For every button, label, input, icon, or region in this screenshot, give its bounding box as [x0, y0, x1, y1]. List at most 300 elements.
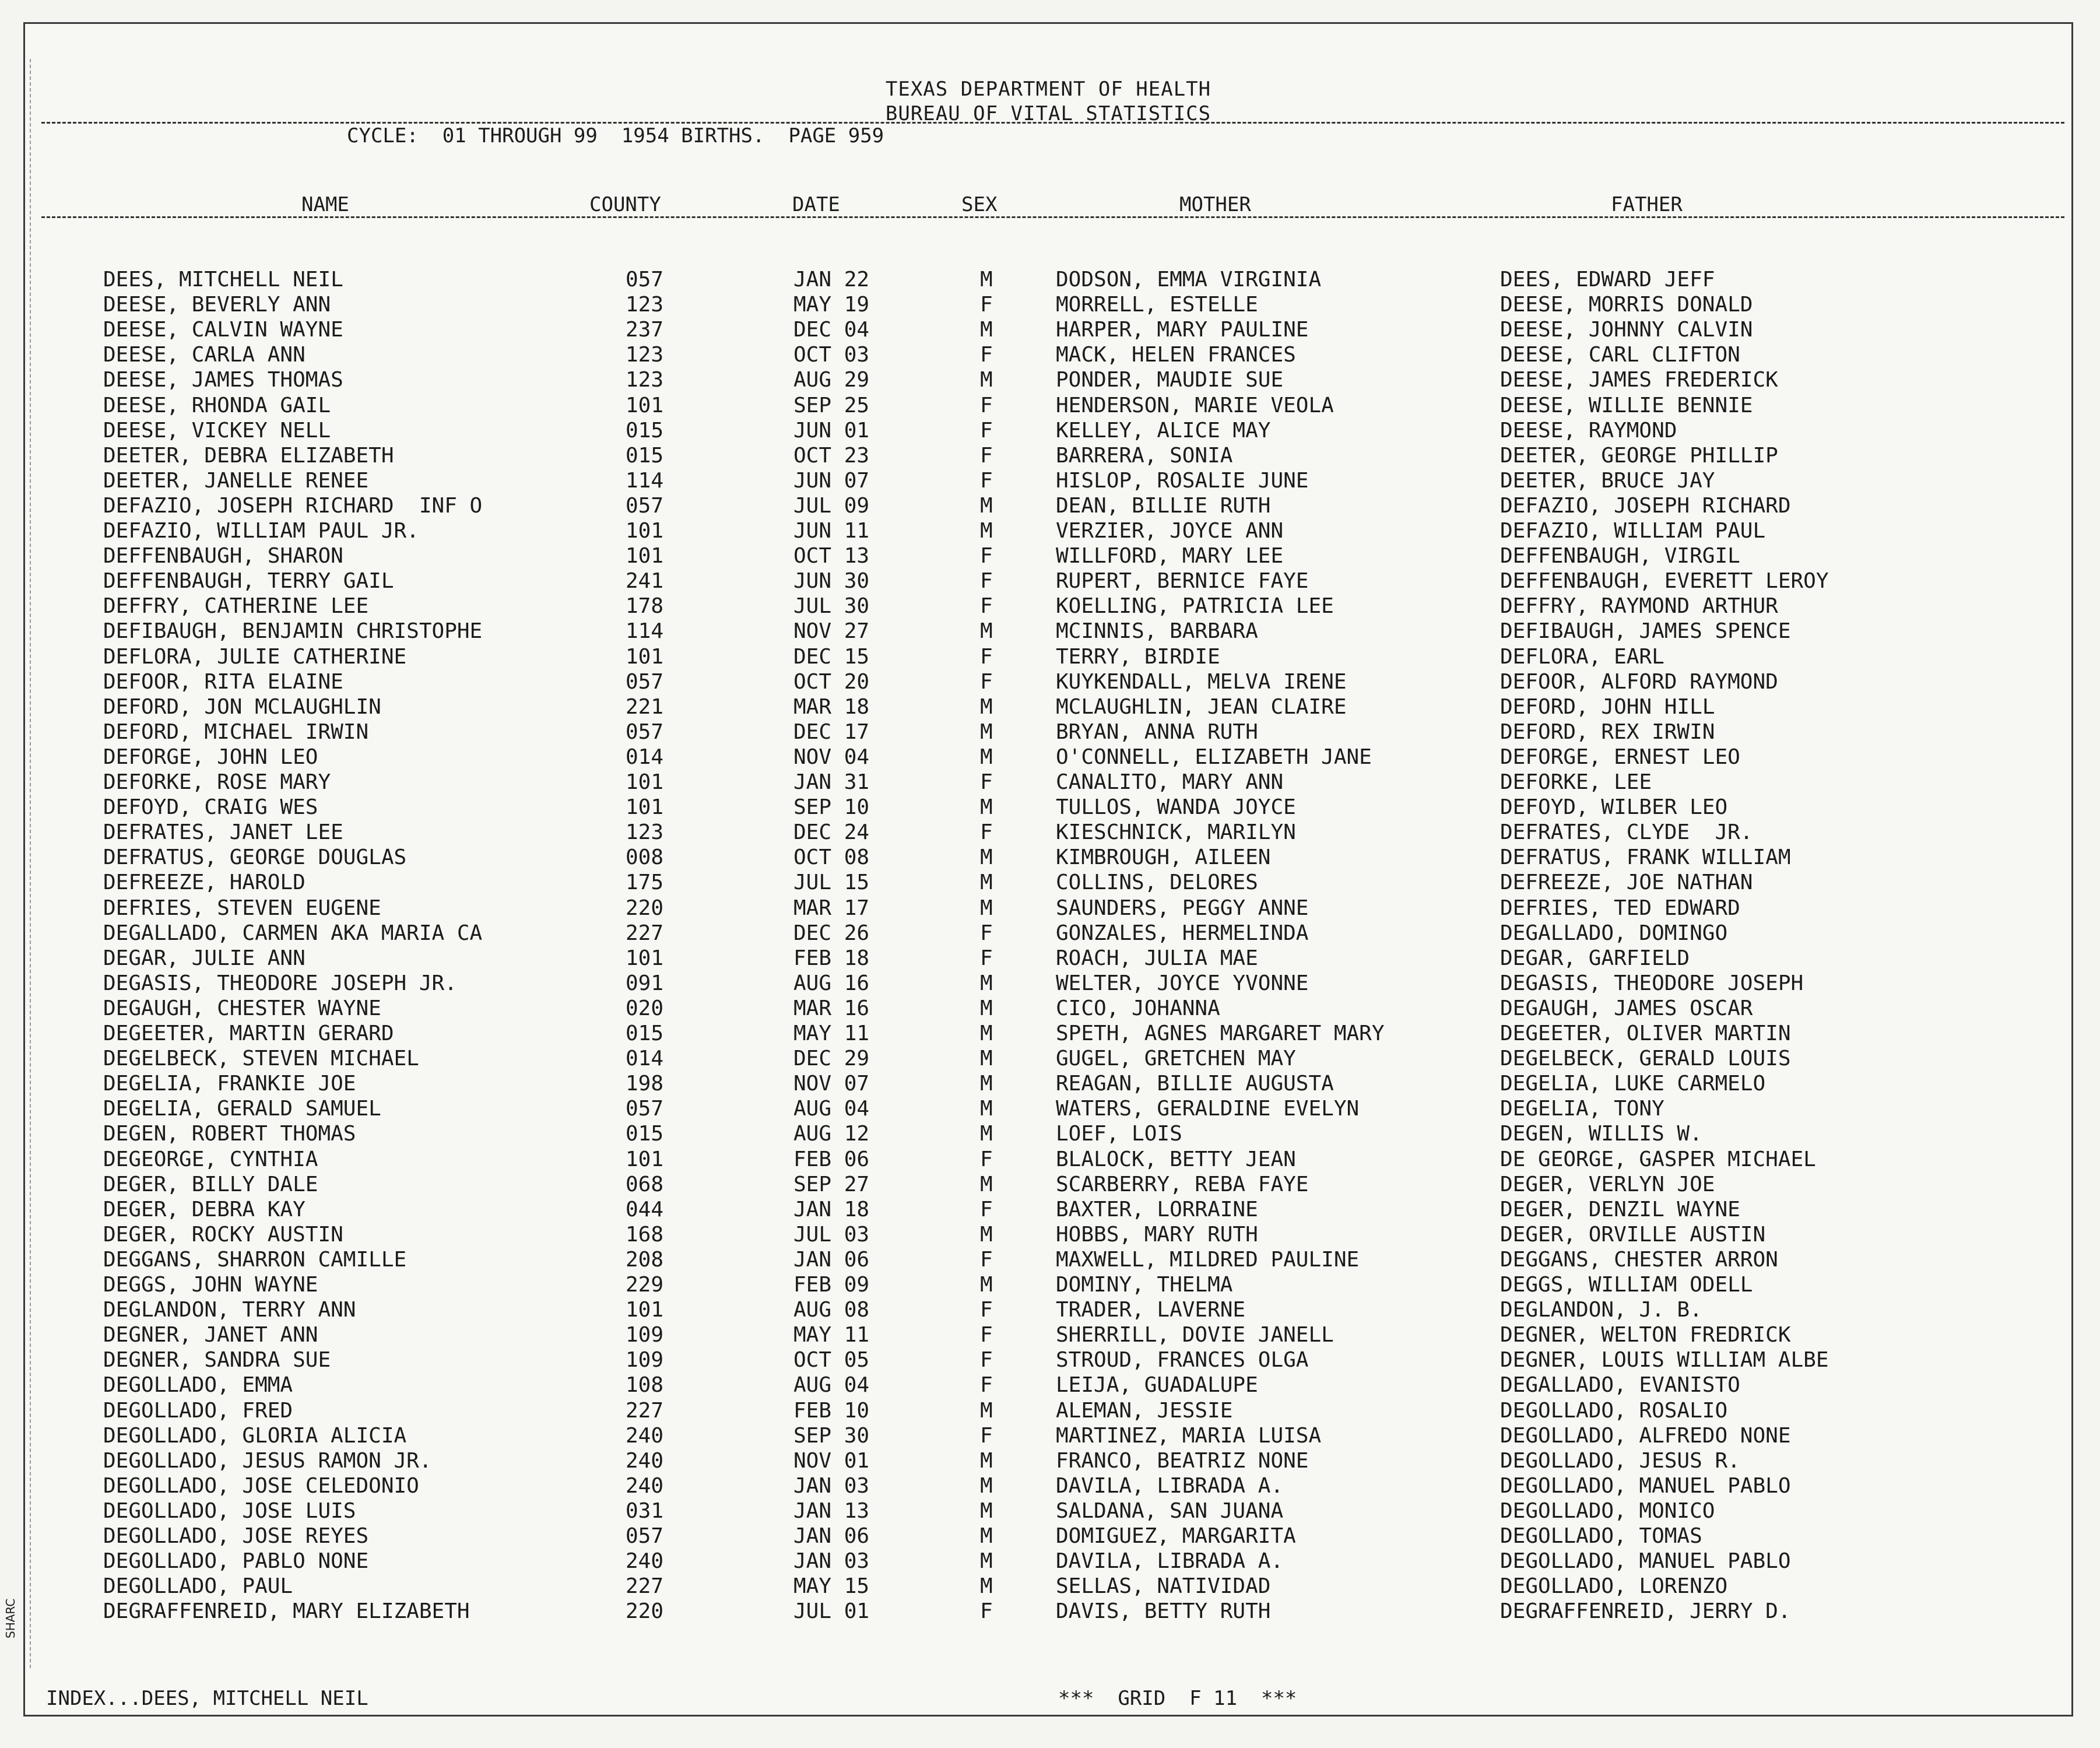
cell-date: OCT 05	[793, 1348, 870, 1373]
cell-father: DEFRIES, TED EDWARD	[1500, 896, 1740, 920]
cell-county: 240	[626, 1473, 664, 1498]
cell-sex: F	[980, 569, 993, 594]
cell-sex: M	[980, 1574, 993, 1599]
cell-sex: M	[980, 996, 993, 1020]
cell-county: 014	[626, 745, 664, 769]
cell-mother: FRANCO, BEATRIZ NONE	[1056, 1448, 1309, 1473]
cell-date: JUN 01	[793, 418, 870, 443]
cell-date: MAR 18	[793, 694, 870, 719]
column-header-name: NAME	[301, 193, 349, 216]
cell-sex: M	[980, 845, 993, 870]
cell-mother: VERZIER, JOYCE ANN	[1056, 519, 1284, 543]
cell-county: 057	[626, 268, 664, 292]
cell-date: JAN 18	[793, 1197, 870, 1222]
cell-sex: M	[980, 1122, 993, 1146]
cell-date: DEC 29	[793, 1047, 870, 1071]
cell-county: 240	[626, 1549, 664, 1574]
cell-name: DEFFENBAUGH, SHARON	[103, 544, 343, 568]
cell-name: DEFFENBAUGH, TERRY GAIL	[103, 569, 394, 594]
cell-father: DE GEORGE, GASPER MICHAEL	[1500, 1147, 1816, 1171]
column-header-sex: SEX	[961, 193, 998, 216]
cell-mother: WATERS, GERALDINE EVELYN	[1056, 1097, 1360, 1121]
cell-father: DEFAZIO, WILLIAM PAUL	[1500, 519, 1766, 543]
cell-date: JUL 01	[793, 1599, 870, 1624]
cell-mother: SELLAS, NATIVIDAD	[1056, 1574, 1271, 1599]
cell-date: JUL 30	[793, 594, 870, 619]
cell-date: JAN 22	[793, 268, 870, 292]
cell-mother: KOELLING, PATRICIA LEE	[1056, 594, 1334, 619]
cell-father: DEETER, BRUCE JAY	[1500, 468, 1715, 493]
cell-date: OCT 13	[793, 544, 870, 568]
cell-name: DEGOLLADO, JOSE CELEDONIO	[103, 1473, 419, 1498]
cell-mother: HENDERSON, MARIE VEOLA	[1056, 393, 1334, 417]
cell-father: DEFORGE, ERNEST LEO	[1500, 745, 1740, 769]
cell-mother: TERRY, BIRDIE	[1056, 644, 1220, 669]
cell-sex: F	[980, 1147, 993, 1171]
cell-county: 123	[626, 368, 664, 392]
cell-mother: WELTER, JOYCE YVONNE	[1056, 971, 1309, 995]
cell-sex: M	[980, 1047, 993, 1071]
cell-sex: F	[980, 343, 993, 367]
cell-name: DEGOLLADO, FRED	[103, 1398, 293, 1423]
cell-county: 123	[626, 820, 664, 845]
cell-county: 031	[626, 1498, 664, 1523]
cell-sex: M	[980, 871, 993, 895]
cell-father: DEFORD, REX IRWIN	[1500, 719, 1715, 744]
cell-county: 227	[626, 1574, 664, 1599]
cell-name: DEFREEZE, HAROLD	[103, 871, 305, 895]
cell-mother: KUYKENDALL, MELVA IRENE	[1056, 669, 1347, 694]
cell-name: DEFAZIO, WILLIAM PAUL JR.	[103, 519, 419, 543]
cell-father: DEFOOR, ALFORD RAYMOND	[1500, 669, 1778, 694]
cell-father: DEGOLLADO, TOMAS	[1500, 1524, 1702, 1548]
cell-date: JAN 13	[793, 1498, 870, 1523]
cell-sex: M	[980, 1448, 993, 1473]
column-header-father: FATHER	[1611, 193, 1683, 216]
cell-sex: F	[980, 1298, 993, 1322]
cell-county: 057	[626, 493, 664, 518]
cell-date: DEC 15	[793, 644, 870, 669]
cell-name: DEFORD, JON MCLAUGHLIN	[103, 694, 381, 719]
cell-name: DEGOLLADO, JESUS RAMON JR.	[103, 1448, 432, 1473]
cell-father: DEGELIA, LUKE CARMELO	[1500, 1072, 1766, 1096]
cell-mother: KELLEY, ALICE MAY	[1056, 418, 1271, 443]
cell-date: NOV 27	[793, 619, 870, 644]
cell-date: OCT 20	[793, 669, 870, 694]
cell-father: DEESE, JAMES FREDERICK	[1500, 368, 1778, 392]
cell-mother: STROUD, FRANCES OLGA	[1056, 1348, 1309, 1373]
cell-father: DEGELBECK, GERALD LOUIS	[1500, 1047, 1791, 1071]
column-header-rule	[41, 216, 2064, 218]
cell-date: MAY 11	[793, 1323, 870, 1347]
cell-name: DEESE, BEVERLY ANN	[103, 293, 331, 317]
cell-father: DEESE, CARL CLIFTON	[1500, 343, 1740, 367]
cell-sex: M	[980, 1072, 993, 1096]
cell-father: DEFFENBAUGH, VIRGIL	[1500, 544, 1740, 568]
cell-mother: KIMBROUGH, AILEEN	[1056, 845, 1271, 870]
cell-county: 240	[626, 1448, 664, 1473]
cell-mother: MCLAUGHLIN, JEAN CLAIRE	[1056, 694, 1347, 719]
cell-name: DEESE, VICKEY NELL	[103, 418, 331, 443]
cell-mother: REAGAN, BILLIE AUGUSTA	[1056, 1072, 1334, 1096]
cell-date: AUG 12	[793, 1122, 870, 1146]
cell-county: 220	[626, 896, 664, 920]
cell-mother: GONZALES, HERMELINDA	[1056, 921, 1309, 945]
cell-sex: F	[980, 1423, 993, 1448]
cell-father: DEGALLADO, EVANISTO	[1500, 1373, 1740, 1398]
cell-name: DEESE, JAMES THOMAS	[103, 368, 343, 392]
cell-date: DEC 17	[793, 719, 870, 744]
cell-county: 114	[626, 468, 664, 493]
cell-date: JUL 09	[793, 493, 870, 518]
cell-county: 168	[626, 1222, 664, 1247]
cell-date: MAY 15	[793, 1574, 870, 1599]
cell-sex: M	[980, 318, 993, 342]
cell-name: DEESE, CALVIN WAYNE	[103, 318, 343, 342]
cell-name: DEGOLLADO, JOSE REYES	[103, 1524, 369, 1548]
cell-county: 208	[626, 1247, 664, 1272]
cell-sex: F	[980, 544, 993, 568]
cell-father: DEGOLLADO, MANUEL PABLO	[1500, 1549, 1791, 1574]
cell-date: FEB 10	[793, 1398, 870, 1423]
cell-date: JAN 06	[793, 1524, 870, 1548]
cell-sex: F	[980, 1348, 993, 1373]
cell-mother: MAXWELL, MILDRED PAULINE	[1056, 1247, 1360, 1272]
cell-sex: F	[980, 1599, 993, 1624]
cell-date: NOV 01	[793, 1448, 870, 1473]
cell-county: 101	[626, 770, 664, 794]
cell-mother: DOMIGUEZ, MARGARITA	[1056, 1524, 1296, 1548]
cell-date: MAR 16	[793, 996, 870, 1020]
cell-mother: DODSON, EMMA VIRGINIA	[1056, 268, 1322, 292]
cell-sex: F	[980, 468, 993, 493]
cell-father: DEGEN, WILLIS W.	[1500, 1122, 1702, 1146]
cell-county: 015	[626, 418, 664, 443]
cell-sex: M	[980, 1524, 993, 1548]
cell-county: 101	[626, 393, 664, 417]
cell-date: NOV 07	[793, 1072, 870, 1096]
cell-county: 101	[626, 1298, 664, 1322]
cell-date: OCT 23	[793, 443, 870, 468]
cell-county: 241	[626, 569, 664, 594]
cell-father: DEFFRY, RAYMOND ARTHUR	[1500, 594, 1778, 619]
cell-name: DEESE, CARLA ANN	[103, 343, 305, 367]
cell-father: DEGGS, WILLIAM ODELL	[1500, 1273, 1753, 1297]
cell-father: DEESE, WILLIE BENNIE	[1500, 393, 1753, 417]
cell-name: DEFFRY, CATHERINE LEE	[103, 594, 369, 619]
cell-county: 123	[626, 343, 664, 367]
cell-father: DEES, EDWARD JEFF	[1500, 268, 1715, 292]
cell-name: DEFIBAUGH, BENJAMIN CHRISTOPHE	[103, 619, 483, 644]
cell-name: DEGRAFFENREID, MARY ELIZABETH	[103, 1599, 470, 1624]
cell-date: AUG 04	[793, 1373, 870, 1398]
cell-father: DEGER, DENZIL WAYNE	[1500, 1197, 1740, 1222]
cell-date: SEP 10	[793, 795, 870, 820]
cell-name: DEGOLLADO, GLORIA ALICIA	[103, 1423, 407, 1448]
cell-mother: PONDER, MAUDIE SUE	[1056, 368, 1284, 392]
cell-father: DEFORD, JOHN HILL	[1500, 694, 1715, 719]
cell-date: JAN 31	[793, 770, 870, 794]
cell-mother: HISLOP, ROSALIE JUNE	[1056, 468, 1309, 493]
cell-mother: WILLFORD, MARY LEE	[1056, 544, 1284, 568]
cell-name: DEGOLLADO, JOSE LUIS	[103, 1498, 356, 1523]
cell-sex: M	[980, 1549, 993, 1574]
cell-father: DEGOLLADO, LORENZO	[1500, 1574, 1728, 1599]
cell-mother: RUPERT, BERNICE FAYE	[1056, 569, 1309, 594]
cell-father: DEESE, JOHNNY CALVIN	[1500, 318, 1753, 342]
cell-date: NOV 04	[793, 745, 870, 769]
cell-county: 015	[626, 443, 664, 468]
cell-mother: LEIJA, GUADALUPE	[1056, 1373, 1258, 1398]
cell-mother: SHERRILL, DOVIE JANELL	[1056, 1323, 1334, 1347]
cell-county: 227	[626, 921, 664, 945]
cell-date: DEC 26	[793, 921, 870, 945]
cell-mother: BRYAN, ANNA RUTH	[1056, 719, 1258, 744]
index-sheet	[23, 22, 2073, 1717]
cell-sex: M	[980, 719, 993, 744]
cell-mother: SCARBERRY, REBA FAYE	[1056, 1172, 1309, 1196]
cell-mother: MORRELL, ESTELLE	[1056, 293, 1258, 317]
cell-name: DEFRATUS, GEORGE DOUGLAS	[103, 845, 407, 870]
cell-father: DEGLANDON, J. B.	[1500, 1298, 1702, 1322]
cell-father: DEGAUGH, JAMES OSCAR	[1500, 996, 1753, 1020]
cell-sex: M	[980, 1473, 993, 1498]
cell-date: JUN 11	[793, 519, 870, 543]
cell-mother: SALDANA, SAN JUANA	[1056, 1498, 1284, 1523]
cell-mother: BLALOCK, BETTY JEAN	[1056, 1147, 1296, 1171]
cell-mother: HARPER, MARY PAULINE	[1056, 318, 1309, 342]
cell-date: MAR 17	[793, 896, 870, 920]
cell-sex: F	[980, 1323, 993, 1347]
cell-sex: F	[980, 1373, 993, 1398]
cell-sex: M	[980, 694, 993, 719]
cell-sex: F	[980, 443, 993, 468]
cell-mother: TULLOS, WANDA JOYCE	[1056, 795, 1296, 820]
cell-county: 101	[626, 519, 664, 543]
cell-father: DEGOLLADO, MONICO	[1500, 1498, 1715, 1523]
cell-date: MAY 19	[793, 293, 870, 317]
cell-sex: M	[980, 971, 993, 995]
cell-mother: ALEMAN, JESSIE	[1056, 1398, 1233, 1423]
cell-mother: MARTINEZ, MARIA LUISA	[1056, 1423, 1322, 1448]
cell-sex: M	[980, 1398, 993, 1423]
cell-sex: F	[980, 1247, 993, 1272]
cell-county: 101	[626, 1147, 664, 1171]
cell-name: DEGEETER, MARTIN GERARD	[103, 1022, 394, 1045]
cell-county: 220	[626, 1599, 664, 1624]
cell-county: 229	[626, 1273, 664, 1297]
perforation-edge	[30, 59, 36, 1668]
cell-father: DEGRAFFENREID, JERRY D.	[1500, 1599, 1791, 1624]
cell-mother: MACK, HELEN FRANCES	[1056, 343, 1296, 367]
cell-sex: M	[980, 268, 993, 292]
cell-name: DEGOLLADO, PAUL	[103, 1574, 293, 1599]
index-footer: INDEX...DEES, MITCHELL NEIL	[46, 1687, 368, 1710]
cell-county: 008	[626, 845, 664, 870]
cell-date: AUG 29	[793, 368, 870, 392]
cell-father: DEGEETER, OLIVER MARTIN	[1500, 1022, 1791, 1045]
cell-county: 015	[626, 1022, 664, 1045]
cell-sex: F	[980, 1197, 993, 1222]
cell-county: 091	[626, 971, 664, 995]
cell-mother: BAXTER, LORRAINE	[1056, 1197, 1258, 1222]
cell-mother: CICO, JOHANNA	[1056, 996, 1220, 1020]
cell-county: 057	[626, 1524, 664, 1548]
bureau-title: BUREAU OF VITAL STATISTICS	[885, 102, 1211, 125]
cell-father: DEESE, RAYMOND	[1500, 418, 1677, 443]
cell-county: 123	[626, 293, 664, 317]
cell-mother: DAVIS, BETTY RUTH	[1056, 1599, 1271, 1624]
cell-county: 175	[626, 871, 664, 895]
cell-father: DEGER, ORVILLE AUSTIN	[1500, 1222, 1766, 1247]
cell-sex: M	[980, 745, 993, 769]
cell-sex: F	[980, 418, 993, 443]
cell-county: 101	[626, 795, 664, 820]
cell-father: DEFIBAUGH, JAMES SPENCE	[1500, 619, 1791, 644]
cell-county: 108	[626, 1373, 664, 1398]
cell-mother: DEAN, BILLIE RUTH	[1056, 493, 1271, 518]
cell-date: JUN 30	[793, 569, 870, 594]
cell-sex: M	[980, 1498, 993, 1523]
cell-county: 014	[626, 1047, 664, 1071]
cell-mother: MCINNIS, BARBARA	[1056, 619, 1258, 644]
side-mark: SHARC	[3, 1598, 17, 1638]
cell-father: DEFLORA, EARL	[1500, 644, 1664, 669]
column-header-county: COUNTY	[589, 193, 661, 216]
cycle-line: CYCLE: 01 THROUGH 99 1954 BIRTHS. PAGE 959	[347, 124, 884, 148]
cell-county: 044	[626, 1197, 664, 1222]
cell-name: DEES, MITCHELL NEIL	[103, 268, 343, 292]
cell-name: DEGASIS, THEODORE JOSEPH JR.	[103, 971, 457, 995]
cell-sex: F	[980, 644, 993, 669]
cell-sex: M	[980, 619, 993, 644]
cell-name: DEFORD, MICHAEL IRWIN	[103, 719, 369, 744]
cell-name: DEGGANS, SHARRON CAMILLE	[103, 1247, 407, 1272]
cell-name: DEGNER, JANET ANN	[103, 1323, 318, 1347]
cell-mother: SAUNDERS, PEGGY ANNE	[1056, 896, 1309, 920]
cell-name: DEFOYD, CRAIG WES	[103, 795, 318, 820]
cell-father: DEGALLADO, DOMINGO	[1500, 921, 1728, 945]
cell-county: 015	[626, 1122, 664, 1146]
header-rule	[41, 122, 2064, 124]
cell-county: 221	[626, 694, 664, 719]
cell-mother: DAVILA, LIBRADA A.	[1056, 1549, 1284, 1574]
cell-father: DEFREEZE, JOE NATHAN	[1500, 871, 1753, 895]
cell-date: AUG 16	[793, 971, 870, 995]
cell-name: DEGOLLADO, PABLO NONE	[103, 1549, 369, 1574]
column-header-date: DATE	[792, 193, 840, 216]
cell-father: DEGNER, WELTON FREDRICK	[1500, 1323, 1791, 1347]
cell-date: JUL 15	[793, 871, 870, 895]
cell-mother: KIESCHNICK, MARILYN	[1056, 820, 1296, 845]
cell-sex: F	[980, 770, 993, 794]
cell-county: 114	[626, 619, 664, 644]
cell-date: AUG 08	[793, 1298, 870, 1322]
cell-date: FEB 18	[793, 946, 870, 970]
cell-mother: LOEF, LOIS	[1056, 1122, 1182, 1146]
cell-father: DEFOYD, WILBER LEO	[1500, 795, 1728, 820]
cell-name: DEFRATES, JANET LEE	[103, 820, 343, 845]
cell-father: DEFFENBAUGH, EVERETT LEROY	[1500, 569, 1829, 594]
column-header-mother: MOTHER	[1179, 193, 1251, 216]
cell-county: 227	[626, 1398, 664, 1423]
cell-sex: M	[980, 519, 993, 543]
cell-name: DEETER, JANELLE RENEE	[103, 468, 369, 493]
cell-mother: BARRERA, SONIA	[1056, 443, 1233, 468]
cell-sex: M	[980, 795, 993, 820]
cell-father: DEGER, VERLYN JOE	[1500, 1172, 1715, 1196]
cell-name: DEFOOR, RITA ELAINE	[103, 669, 343, 694]
cell-date: FEB 09	[793, 1273, 870, 1297]
cell-name: DEGELIA, GERALD SAMUEL	[103, 1097, 381, 1121]
cell-father: DEFRATUS, FRANK WILLIAM	[1500, 845, 1791, 870]
cell-name: DEGEN, ROBERT THOMAS	[103, 1122, 356, 1146]
cell-date: JAN 06	[793, 1247, 870, 1272]
cell-sex: M	[980, 1172, 993, 1196]
cell-county: 101	[626, 946, 664, 970]
cell-date: FEB 06	[793, 1147, 870, 1171]
cell-sex: F	[980, 293, 993, 317]
cell-date: SEP 25	[793, 393, 870, 417]
cell-father: DEFORKE, LEE	[1500, 770, 1652, 794]
cell-mother: DAVILA, LIBRADA A.	[1056, 1473, 1284, 1498]
grid-footer: *** GRID F 11 ***	[1058, 1687, 1297, 1710]
cell-sex: F	[980, 820, 993, 845]
cell-father: DEGGANS, CHESTER ARRON	[1500, 1247, 1778, 1272]
cell-sex: F	[980, 393, 993, 417]
cell-name: DEGER, BILLY DALE	[103, 1172, 318, 1196]
cell-sex: M	[980, 1222, 993, 1247]
cell-name: DEGER, DEBRA KAY	[103, 1197, 305, 1222]
cell-sex: M	[980, 368, 993, 392]
cell-father: DEGOLLADO, MANUEL PABLO	[1500, 1473, 1791, 1498]
cell-mother: DOMINY, THELMA	[1056, 1273, 1233, 1297]
cell-father: DEFAZIO, JOSEPH RICHARD	[1500, 493, 1791, 518]
cell-name: DEGOLLADO, EMMA	[103, 1373, 293, 1398]
cell-father: DEGOLLADO, JESUS R.	[1500, 1448, 1740, 1473]
cell-county: 068	[626, 1172, 664, 1196]
cell-county: 057	[626, 1097, 664, 1121]
cell-sex: F	[980, 921, 993, 945]
cell-father: DEGOLLADO, ALFREDO NONE	[1500, 1423, 1791, 1448]
cell-county: 101	[626, 644, 664, 669]
cell-name: DEGEORGE, CYNTHIA	[103, 1147, 318, 1171]
cell-father: DEGOLLADO, ROSALIO	[1500, 1398, 1728, 1423]
cell-date: DEC 24	[793, 820, 870, 845]
cell-sex: M	[980, 1097, 993, 1121]
cell-name: DEGAUGH, CHESTER WAYNE	[103, 996, 381, 1020]
cell-sex: F	[980, 669, 993, 694]
cell-father: DEGNER, LOUIS WILLIAM ALBE	[1500, 1348, 1829, 1373]
cell-name: DEFORKE, ROSE MARY	[103, 770, 331, 794]
cell-name: DEETER, DEBRA ELIZABETH	[103, 443, 394, 468]
cell-name: DEGGS, JOHN WAYNE	[103, 1273, 318, 1297]
cell-date: AUG 04	[793, 1097, 870, 1121]
cell-father: DEFRATES, CLYDE JR.	[1500, 820, 1753, 845]
cell-county: 057	[626, 669, 664, 694]
cell-sex: M	[980, 493, 993, 518]
cell-sex: F	[980, 594, 993, 619]
cell-name: DEGER, ROCKY AUSTIN	[103, 1222, 343, 1247]
cell-county: 101	[626, 544, 664, 568]
cell-date: SEP 30	[793, 1423, 870, 1448]
cell-father: DEGELIA, TONY	[1500, 1097, 1664, 1121]
cell-mother: GUGEL, GRETCHEN MAY	[1056, 1047, 1296, 1071]
cell-mother: HOBBS, MARY RUTH	[1056, 1222, 1258, 1247]
cell-mother: O'CONNELL, ELIZABETH JANE	[1056, 745, 1372, 769]
cell-date: JUN 07	[793, 468, 870, 493]
cell-date: OCT 08	[793, 845, 870, 870]
